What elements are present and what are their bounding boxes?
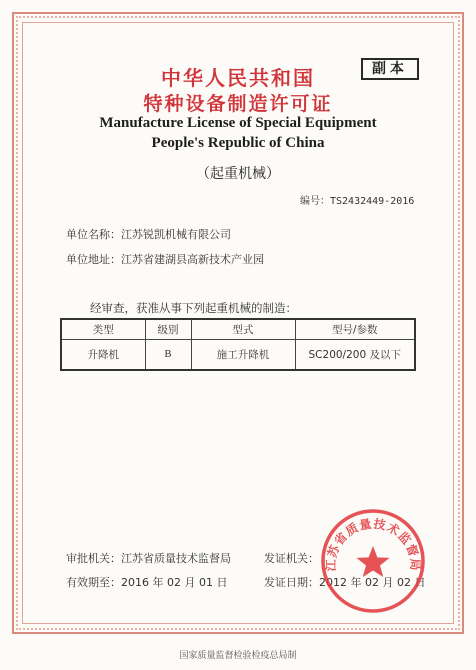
title-cn-line1: 中华人民共和国 (161, 66, 315, 90)
equipment-category: （起重机械） (196, 166, 280, 182)
company-address: 单位地址：江苏省建湖县高新技术产业园 (66, 253, 264, 266)
valid-until: 有效期至：2016 年 02 月 01 日 (66, 576, 228, 589)
printed-by: 国家质量监督检验检疫总局制 (179, 651, 297, 661)
copy-stamp: 副本 (361, 58, 419, 80)
issuing-organization: 发证机关： (264, 552, 319, 565)
seal-text: 江苏省质量技术监督局 (323, 516, 423, 572)
scope-table (60, 318, 416, 371)
issue-date: 发证日期：2012 年 02 月 02 日 (264, 576, 426, 589)
certificate-number: 编号：TS2432449-2016 (300, 196, 415, 207)
approval-statement: 经审查，获准从事下列起重机械的制造： (90, 301, 297, 315)
review-organization: 审批机关：江苏省质量技术监督局 (66, 552, 231, 565)
cell-model: SC200/200 及以下 (295, 340, 415, 371)
table-row (61, 340, 415, 371)
header-grade: 级别 (145, 319, 191, 340)
cell-form: 施工升降机 (191, 340, 295, 371)
cell-type: 升降机 (61, 340, 145, 371)
title-en-line2: People's Republic of China (151, 135, 325, 151)
title-en-line1: Manufacture License of Special Equipment (99, 115, 377, 131)
title-cn-line2: 特种设备制造许可证 (143, 93, 333, 115)
header-type: 类型 (61, 319, 145, 340)
table-header-row (61, 319, 415, 340)
company-name: 单位名称：江苏锐凯机械有限公司 (66, 228, 231, 241)
header-model: 型号/参数 (295, 319, 415, 340)
cell-grade: B (145, 340, 191, 371)
header-form: 型式 (191, 319, 295, 340)
official-seal-icon (318, 506, 428, 616)
